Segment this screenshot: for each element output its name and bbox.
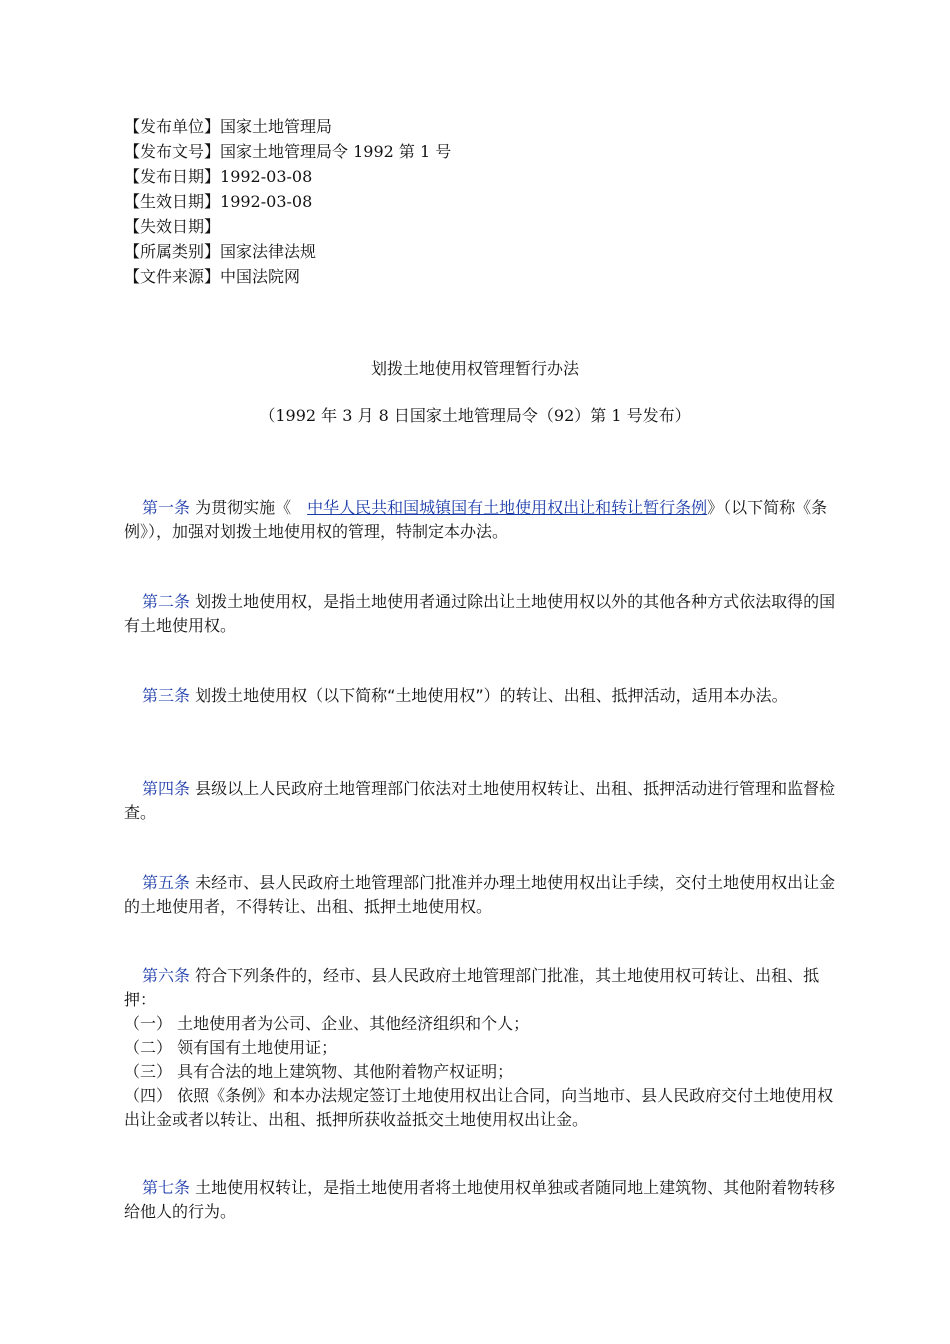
meta-value: 中国法院网 <box>220 267 301 286</box>
meta-value: 国家法律法规 <box>220 242 317 261</box>
meta-row-publish-date <box>124 164 451 189</box>
metadata-block <box>124 114 451 289</box>
article-6 <box>124 964 836 1132</box>
meta-key: 【生效日期】 <box>124 192 221 211</box>
article-1 <box>124 496 836 544</box>
meta-value: 1992-03-08 <box>220 192 313 211</box>
article-text: 》（以下简称《条例》），加强对划拨土地使用权的管理，特制定本办法。 <box>124 498 828 541</box>
article-text: 土地使用权转让，是指土地使用者将土地使用权单独或者随同地上建筑物、其他附着物转移给他人的行为。 <box>124 1178 836 1221</box>
article-text: 划拨土地使用权（以下简称“土地使用权”）的转让、出租、抵押活动，适用本办法。 <box>190 686 788 705</box>
article-label: 第三条 <box>142 686 191 705</box>
meta-row-publisher <box>124 114 451 139</box>
meta-row-source <box>124 264 451 289</box>
article-text: 未经市、县人民政府土地管理部门批准并办理土地使用权出让手续，交付土地使用权出让金的土地使用者，不得转让、出租、抵押土地使用权。 <box>124 873 836 916</box>
list-item: （四） 依照《条例》和本办法规定签订土地使用权出让合同，向当地市、县人民政府交付土地使用权出让金或者以转让、出租、抵押所获收益抵交土地使用权出让金。 <box>124 1086 834 1129</box>
article-4 <box>124 777 836 825</box>
list-item: （二） 领有国有土地使用证； <box>124 1038 338 1057</box>
meta-key: 【发布日期】 <box>124 167 221 186</box>
meta-key: 【文件来源】 <box>124 267 221 286</box>
document-subtitle: （1992 年 3 月 8 日国家土地管理局令（92）第 1 号发布） <box>259 406 691 425</box>
meta-key: 【发布文号】 <box>124 142 221 161</box>
article-7 <box>124 1176 836 1224</box>
list-item: （三） 具有合法的地上建筑物、其他附着物产权证明； <box>124 1062 514 1081</box>
document-title: 划拨土地使用权管理暂行办法 <box>370 359 579 378</box>
article-6-intro <box>124 964 836 1012</box>
meta-value: 国家土地管理局令 1992 第 1 号 <box>220 142 452 161</box>
list-item: （一） 土地使用者为公司、企业、其他经济组织和个人； <box>124 1014 530 1033</box>
article-text: 县级以上人民政府土地管理部门依法对土地使用权转让、出租、抵押活动进行管理和监督检查。 <box>124 779 836 822</box>
meta-row-expiry-date <box>124 214 451 239</box>
article-2 <box>124 590 836 638</box>
article-5 <box>124 871 836 919</box>
meta-key: 【失效日期】 <box>124 217 221 236</box>
meta-value: 1992-03-08 <box>220 167 313 186</box>
regulation-link[interactable]: 中华人民共和国城镇国有土地使用权出让和转让暂行条例 <box>307 498 708 517</box>
meta-value: 国家土地管理局 <box>220 117 333 136</box>
article-label: 第六条 <box>142 966 191 985</box>
article-label: 第一条 <box>142 498 191 517</box>
article-text: 符合下列条件的，经市、县人民政府土地管理部门批准，其土地使用权可转让、出租、抵押： <box>124 966 820 1009</box>
article-label: 第二条 <box>142 592 191 611</box>
meta-key: 【所属类别】 <box>124 242 221 261</box>
meta-row-effective-date <box>124 189 451 214</box>
meta-row-doc-number <box>124 139 451 164</box>
article-label: 第五条 <box>142 873 191 892</box>
meta-key: 【发布单位】 <box>124 117 221 136</box>
article-text: 划拨土地使用权，是指土地使用者通过除出让土地使用权以外的其他各种方式依法取得的国有土地使用权。 <box>124 592 836 635</box>
article-3 <box>124 684 836 708</box>
article-label: 第七条 <box>142 1178 191 1197</box>
article-label: 第四条 <box>142 779 191 798</box>
article-text: 为贯彻实施《 <box>190 498 308 517</box>
meta-row-category <box>124 239 451 264</box>
